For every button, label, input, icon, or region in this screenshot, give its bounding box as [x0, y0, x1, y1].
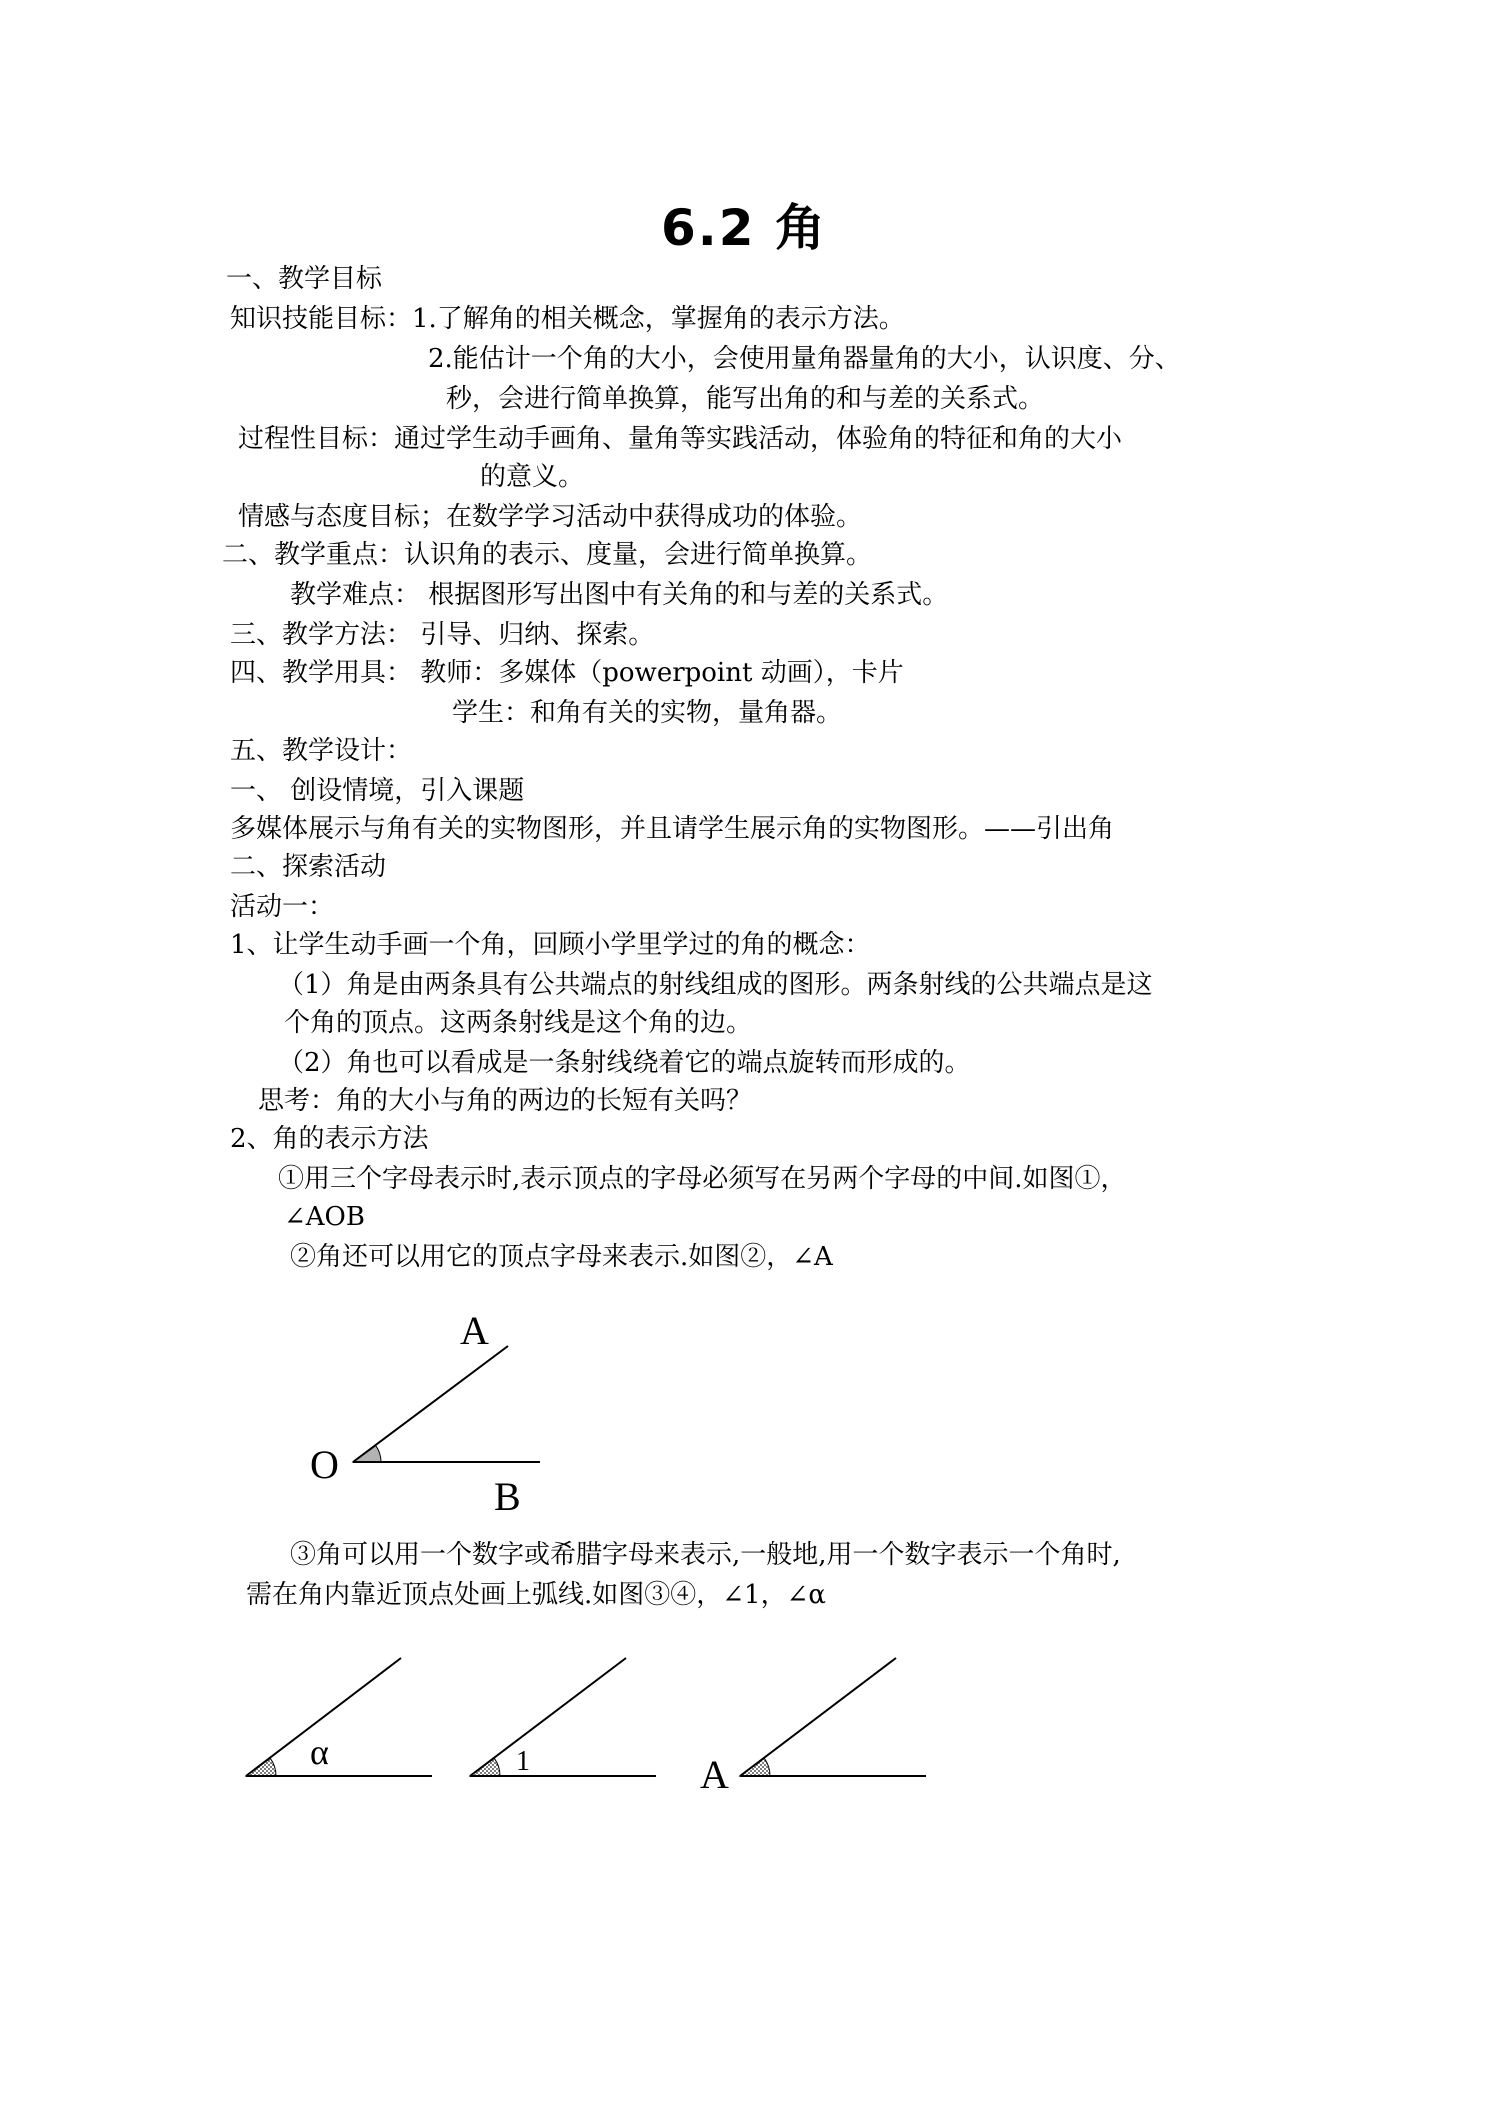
- page-title: 6.2 角: [661, 199, 827, 257]
- text-line: 学生：和角有关的实物，量角器。: [452, 698, 843, 728]
- text-line: ∠AOB: [284, 1202, 365, 1232]
- text-line: ③角可以用一个数字或希腊字母来表示,一般地,用一个数字表示一个角时,: [290, 1540, 1121, 1570]
- text-line: 一、教学目标: [226, 264, 383, 294]
- angle-one: [470, 1658, 656, 1777]
- text-line: （2）角也可以看成是一条射线绕着它的端点旋转而形成的。: [278, 1048, 971, 1078]
- text-line: 三、教学方法： 引导、归纳、探索。: [230, 620, 655, 650]
- label-vertex-a: A: [700, 1752, 729, 1797]
- label-b: B: [494, 1474, 521, 1519]
- text-line: 情感与态度目标；在数学学习活动中获得成功的体验。: [238, 502, 863, 532]
- text-line: 知识技能目标：1.了解角的相关概念，掌握角的表示方法。: [230, 304, 905, 334]
- text-line: 四、教学用具： 教师：多媒体（powerpoint 动画），卡片: [230, 658, 904, 688]
- text-line: 个角的顶点。这两条射线是这个角的边。: [284, 1008, 753, 1038]
- angle-a: [700, 1658, 926, 1797]
- text-line: 二、教学重点：认识角的表示、度量，会进行简单换算。: [222, 540, 873, 570]
- text-line: 教学难点： 根据图形写出图中有关角的和与差的关系式。: [290, 580, 949, 610]
- text-line: 需在角内靠近顶点处画上弧线.如图③④，∠1，∠α: [246, 1580, 826, 1610]
- text-line: 思考：角的大小与角的两边的长短有关吗？: [258, 1086, 753, 1116]
- text-line: 五、教学设计：: [230, 736, 413, 766]
- text-line: 2、角的表示方法: [230, 1124, 429, 1154]
- text-line: 的意义。: [480, 462, 585, 492]
- text-line: ②角还可以用它的顶点字母来表示.如图②，∠A: [290, 1242, 833, 1272]
- text-line: 二、探索活动: [230, 852, 387, 882]
- text-line: 一、 创设情境，引入课题: [230, 776, 525, 806]
- text-line: ①用三个字母表示时,表示顶点的字母必须写在另两个字母的中间.如图①，: [278, 1164, 1127, 1194]
- text-line: 秒，会进行简单换算，能写出角的和与差的关系式。: [446, 384, 1045, 414]
- label-one: 1: [516, 1746, 530, 1777]
- text-line: 1、让学生动手画一个角，回顾小学里学过的角的概念：: [230, 930, 871, 960]
- label-alpha: α: [310, 1732, 329, 1772]
- text-line: 多媒体展示与角有关的实物图形，并且请学生展示角的实物图形。——引出角: [230, 814, 1115, 844]
- text-line: 活动一：: [230, 892, 335, 922]
- label-a: A: [460, 1308, 489, 1353]
- label-o: O: [310, 1442, 339, 1487]
- text-line: 2.能估计一个角的大小，会使用量角器量角的大小，认识度、分、: [428, 344, 1181, 374]
- angle-alpha: [246, 1658, 432, 1776]
- text-line: （1）角是由两条具有公共端点的射线组成的图形。两条射线的公共端点是这: [278, 970, 1153, 1000]
- text-line: 过程性目标：通过学生动手画角、量角等实践活动，体验角的特征和角的大小: [238, 424, 1123, 454]
